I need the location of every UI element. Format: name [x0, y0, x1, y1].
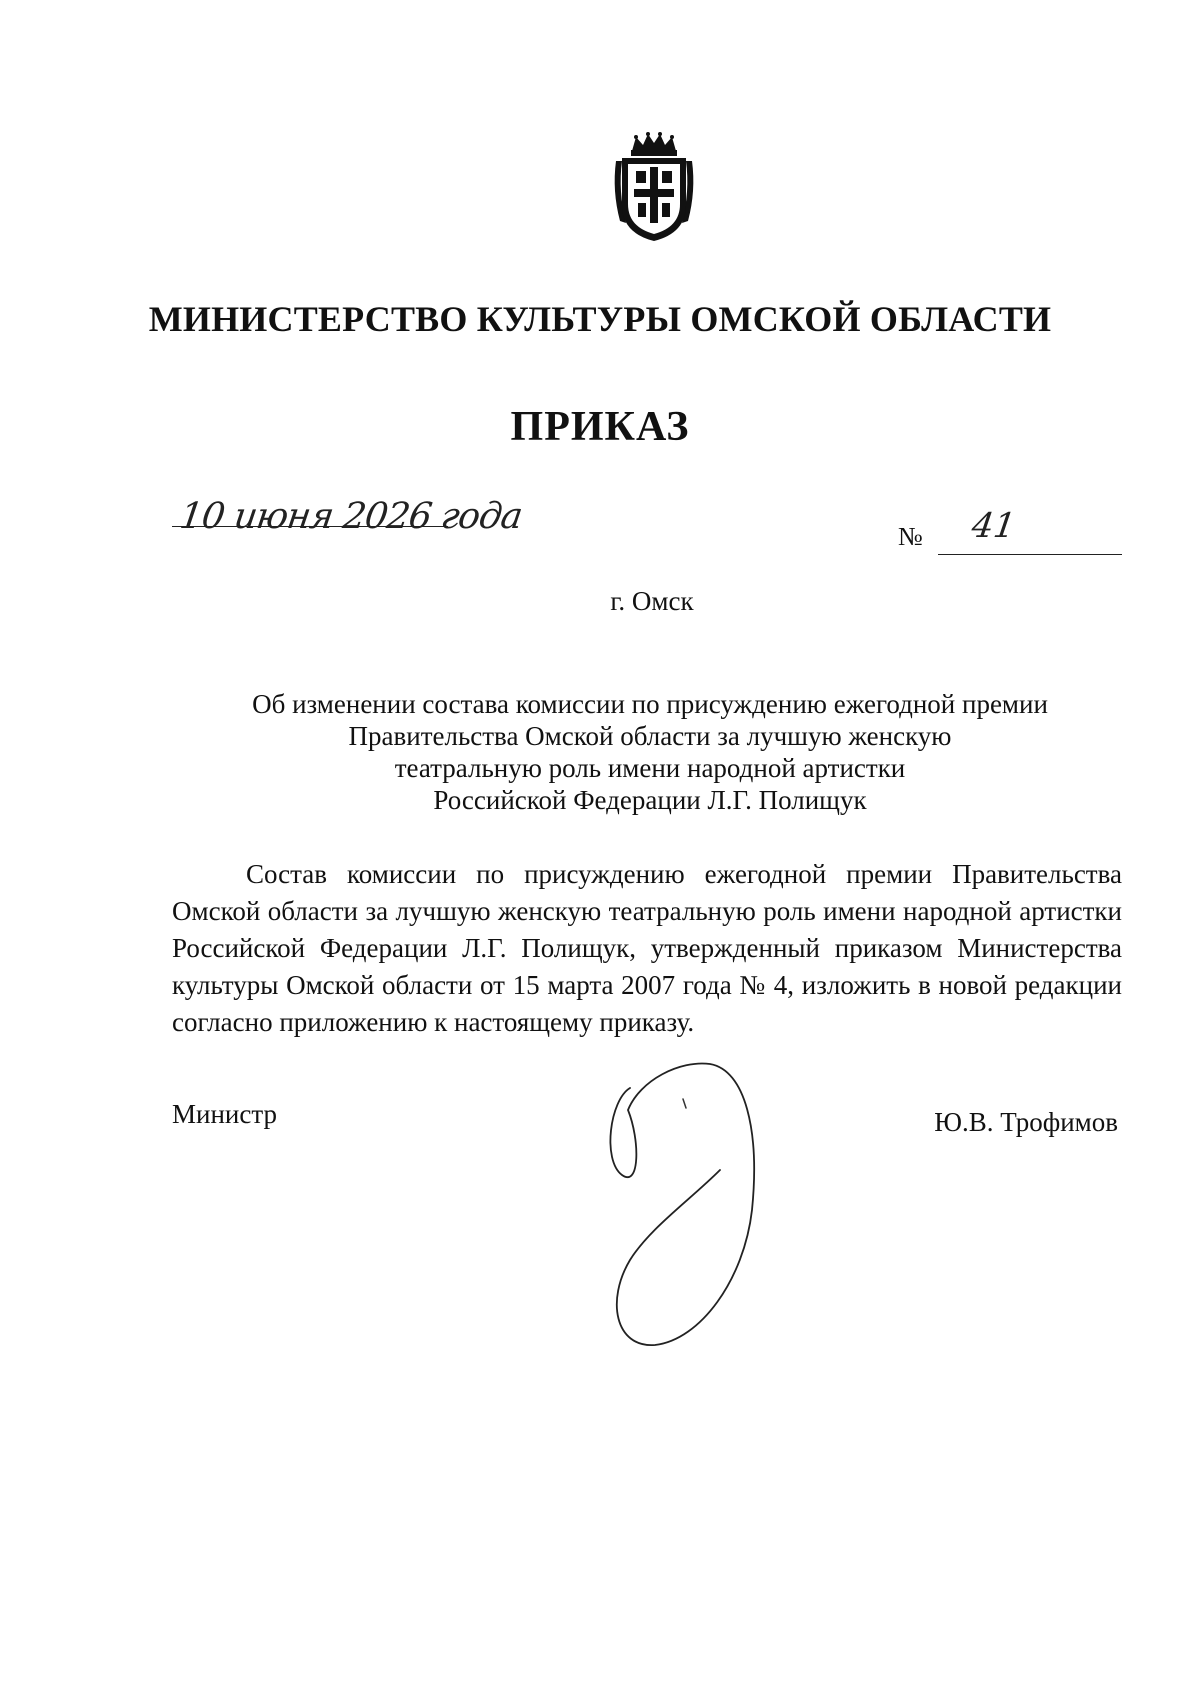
signer-name: Ю.В. Трофимов	[934, 1107, 1118, 1137]
number-label: №	[898, 522, 923, 551]
ministry-name: МИНИСТЕРСТВО КУЛЬТУРЫ ОМСКОЙ ОБЛАСТИ	[148, 299, 1052, 339]
subject-line: театральную роль имени народной артистки	[394, 753, 906, 783]
handwritten-date: 10 июня 2026 года	[177, 496, 525, 537]
subject-line: Правительства Омской области за лучшую женскую	[348, 721, 952, 751]
number-underline	[938, 554, 1122, 555]
handwritten-number: 41	[969, 506, 1019, 546]
signer-title: Министр	[172, 1099, 277, 1129]
body-paragraph: Состав комиссии по присуждению ежегодной премии Правительства Омской области за лучшую женскую театральную роль имени народной артистки Российской Федерации Л.Г. Полищук, утвержденный приказом Министерства культуры Омской области от 15 марта 2007 года № 4, изложить в новой редакции согласно приложению к настоящему приказу.	[172, 859, 1122, 1037]
order-subject	[215, 688, 1085, 816]
city-name: г. Омск	[610, 586, 694, 616]
subject-line: Об изменении состава комиссии по присуждению ежегодной премии	[252, 689, 1048, 719]
document-type-title: ПРИКАЗ	[510, 404, 690, 450]
handwritten-signature-icon	[570, 1040, 780, 1370]
subject-line: Российской Федерации Л.Г. Полищук	[433, 785, 867, 815]
coat-of-arms-icon	[610, 131, 698, 243]
order-body	[172, 856, 1122, 1041]
